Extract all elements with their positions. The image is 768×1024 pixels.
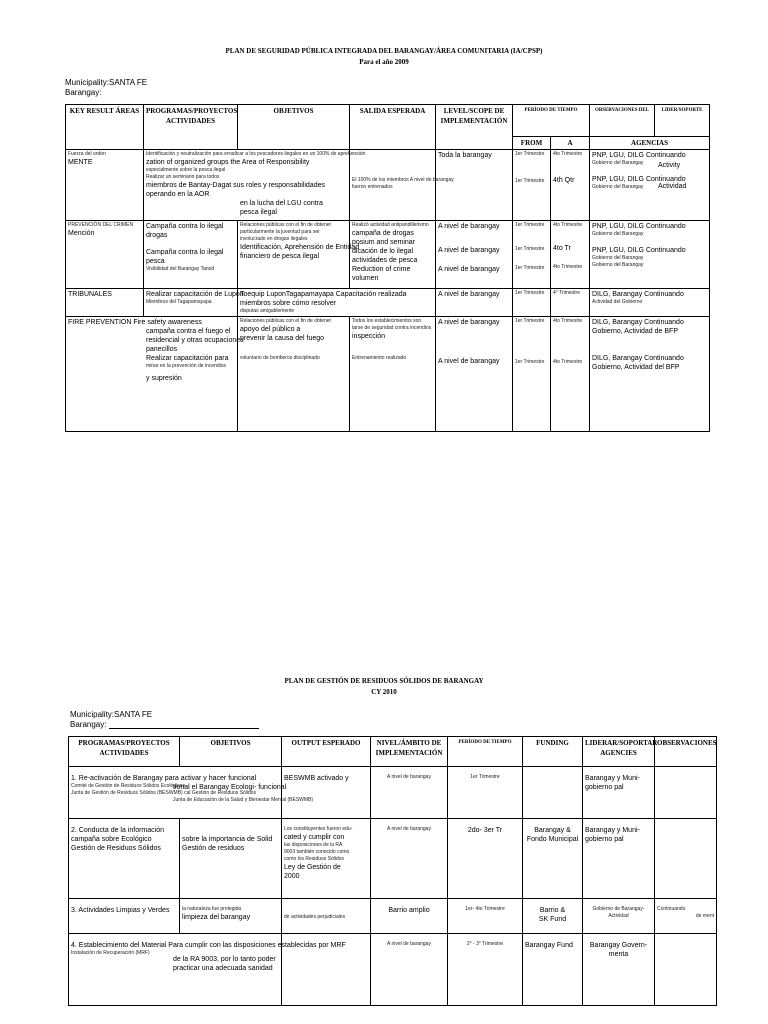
cell-text: BESWMB activado y: [284, 775, 349, 782]
cell-text: posium and seminar: [352, 239, 416, 246]
plan1-table: [65, 104, 710, 432]
cell-text: Gobierno de Barangay-: [592, 906, 645, 912]
cell-text: 2do- 3er Tr: [467, 827, 503, 834]
header-output: OUTPUT ESPERADO: [282, 737, 371, 767]
cell-text: 2° - 3° Trimestre: [466, 941, 504, 947]
cell-text: PREVENCIÓN DEL CRIMEN: [68, 222, 134, 228]
cell-text: involucrado en drogas ilegales: [240, 236, 308, 242]
cell-text: menta: [608, 951, 629, 958]
header-from: FROM: [513, 137, 551, 150]
table-row: [66, 150, 710, 221]
cell-text: Gobierno del Barangay: [592, 262, 644, 268]
cell-text: PNP, LGU, DILG Continuando: [592, 223, 686, 230]
cell-text: A nivel de barangay: [387, 774, 431, 780]
plan2-municipality: Municipality:SANTA FE: [70, 710, 153, 719]
cell-text: Los constituyentes fueron edu-: [284, 826, 353, 832]
header-funding: FUNDING: [523, 737, 583, 767]
plan1-title: PLAN DE SEGURIDAD PÚBLICA INTEGRADA DEL BARANGAY/ÁREA COMUNITARIA (IA/CPSP): [225, 47, 543, 55]
cell-text: Identificación, Aprehensión de Entidad: [240, 244, 360, 251]
cell-text: SK Fund: [538, 916, 567, 923]
cell-text: miembros de Bantay-Dagat sus roles y responsabilidades: [146, 182, 325, 189]
cell-text: particularmente la juventud para ser: [240, 229, 320, 235]
cell-text: Comité de Gestión de Residuos Sólidos Ecológicos: [71, 783, 185, 789]
cell-text: A nivel de barangay: [438, 319, 500, 326]
cell-text: DILG, Barangay Continuando: [592, 355, 684, 362]
cell-text: 4th Qtr: [553, 177, 575, 184]
table-row: [69, 819, 717, 899]
plan1-subtitle: Para el año 2009: [359, 58, 409, 66]
cell-text: campaña sobre Ecológico: [71, 836, 152, 843]
cell-text: Gestión de Residuos Sólidos: [71, 845, 161, 852]
cell-text: DILG, Barangay Continuando: [592, 319, 684, 326]
cell-text: Visibilidad del Barangay Tanod: [146, 266, 215, 272]
cell-text: Mención: [68, 230, 95, 237]
cell-text: operando en la AOR: [146, 191, 210, 198]
cell-text: zation of organized groups the Area of Responsibility: [146, 159, 310, 166]
cell-text: Junta de Educación de la Salud y Bienestar Mental (BESWMB): [173, 797, 314, 803]
cell-text: Realizar capacitación de Lupon: [146, 291, 244, 298]
cell-text: Actividad: [608, 913, 629, 919]
cell-text: A nivel de barangay: [438, 247, 500, 254]
cell-text: Gestión de residuos: [182, 845, 245, 852]
cell-text: de ment: [695, 913, 714, 919]
header-a: A: [551, 137, 590, 150]
cell-text: Realizó actividad antipandillerismo: [352, 222, 429, 228]
cell-text: PNP, LGU, DILG Continuando: [592, 247, 686, 254]
cell-text: limpieza del barangay: [182, 914, 251, 921]
cell-text: Barangay Fund: [525, 942, 573, 949]
cell-text: 1. Re-activación de Barangay para activar y hacer funcional: [71, 775, 257, 782]
cell-text: A nivel de barangay: [438, 358, 500, 365]
cell-text: Gobierno del Barangay: [592, 231, 644, 237]
cell-text: pesca ilegal: [240, 209, 277, 216]
cell-text: la naturaleza fue protegida: [182, 906, 242, 912]
plan1-barangay: Barangay:: [65, 88, 102, 97]
cell-text: 2000: [284, 873, 300, 880]
cell-text: Barangay y Muni-: [585, 827, 640, 834]
cell-text: Junta de Gestión de Residuos Sólidos (BESWMB) cal Gestión de Residuos Sólidos: [71, 790, 257, 796]
barangay-blank-line: [109, 720, 259, 729]
cell-text: inspección: [352, 333, 386, 340]
cell-text: Continuando: [657, 906, 686, 912]
cell-text: A nivel de barangay: [438, 223, 500, 230]
cell-text: 4to Trimestre: [553, 222, 583, 228]
cell-text: A nivel de barangay: [387, 826, 431, 832]
cell-text: 4. Establecimiento del Material Para cumplir con las disposiciones establecidas por MRF: [71, 942, 346, 949]
cell-text: TRIBUNALES: [68, 291, 112, 298]
table-row: [69, 899, 717, 934]
header-lider: LIDER/SOPORTE: [655, 105, 710, 137]
cell-text: dicación de lo ilegal: [352, 248, 414, 255]
cell-text: Gobierno, Actividad del BFP: [592, 364, 680, 371]
cell-text: Realizar un seminario para todos: [146, 174, 220, 180]
header-agencias: AGENCIAS: [590, 137, 710, 150]
table-row: [66, 221, 710, 289]
cell-text: PNP, LGU, DILG Continuando: [592, 152, 686, 159]
cell-text: 1er Trimestre: [515, 222, 545, 228]
cell-text: 4to Trimestre: [553, 264, 583, 270]
table-row: [69, 767, 717, 819]
cell-text: Actividad del Gobierno: [592, 299, 643, 305]
cell-text: 1er Trimestre: [515, 318, 545, 324]
table-row: [66, 317, 710, 432]
cell-text: de actividades perjudiciales: [284, 914, 346, 920]
cell-text: campaña contra el fuego el: [146, 328, 231, 335]
cell-text: A nivel de barangay: [387, 941, 431, 947]
cell-text: como los Residuos Sólidos: [284, 856, 345, 862]
cell-text: Campaña contra lo ilegal: [146, 223, 224, 230]
cell-text: disputas amigablemente: [240, 308, 295, 314]
cell-text: Realizar capacitación para: [146, 355, 229, 362]
header-lider: LIDERAR/SOPORTAR AGENCIES: [583, 737, 655, 767]
cell-text: Ley de Gestión de: [284, 864, 341, 871]
cell-text: Gobierno del Barangay: [592, 184, 644, 190]
plan2-table: [68, 736, 717, 1006]
cell-text: Gobierno del Barangay: [592, 160, 644, 166]
header-periodo: PERÍODO DE TIEMPO: [513, 105, 590, 137]
plan2-title: PLAN DE GESTIÓN DE RESIDUOS SÓLIDOS DE BARANGAY: [284, 677, 484, 685]
cell-text: 1er Trimestre: [515, 265, 545, 271]
cell-text: PNP, LGU, DILG Continuando: [592, 176, 686, 183]
cell-text: voluntario de bomberos disciplinado: [240, 355, 320, 361]
cell-text: Miembros del Tagapamayapa: [146, 299, 212, 305]
cell-text: 1er- 4to Trimestre: [465, 906, 505, 912]
cell-text: Barangay Govern-: [589, 942, 648, 949]
cell-text: 4to Trimestre: [553, 318, 583, 324]
cell-text: 1er Trimestre: [515, 290, 545, 296]
cell-text: A nivel de barangay: [438, 266, 500, 273]
plan2-barangay: Barangay:: [70, 720, 107, 729]
cell-text: Gobierno del Barangay: [592, 255, 644, 261]
table-row: [69, 934, 717, 1006]
cell-text: sobre la importancia de Solid: [182, 836, 273, 843]
cell-text: Barangay &: [534, 827, 571, 834]
cell-text: 1er Trimestre: [515, 151, 545, 157]
cell-text: en la lucha del LGU contra: [240, 200, 323, 207]
cell-text: FIRE PREVENTION Fire safety awareness: [68, 319, 202, 326]
cell-text: apoyo del público a: [240, 326, 301, 333]
cell-text: Barrio &: [539, 907, 566, 914]
header-observaciones: OBSERVACIONES DEL: [590, 105, 655, 137]
cell-text: Campaña contra lo ilegal: [146, 249, 224, 256]
header-level: LEVEL/SCOPE DE IMPLEMENTACIÓN: [436, 105, 513, 150]
cell-text: Fuerza del orden: [68, 151, 106, 157]
cell-text: Fondo Municipal: [526, 836, 579, 843]
table-row: [66, 289, 710, 317]
cell-text: El 100% de los miembros A nivel de barangay: [352, 177, 454, 183]
cell-text: 3. Actividades Limpias y Verdes: [71, 907, 170, 914]
cell-text: 4to Trimestre: [553, 359, 583, 365]
cell-text: Actividad: [658, 183, 687, 190]
cell-text: 4to Trimestre: [553, 151, 583, 157]
header-nivel: NIVEL/ÁMBITO DE IMPLEMENTACIÓN: [371, 737, 448, 767]
cell-text: 1er Trimestre: [470, 774, 500, 780]
cell-text: residencial y otras ocupaciones: [146, 337, 244, 344]
cell-text: Toequip LuponTagapamayapa Capacitación realizada: [240, 291, 407, 298]
cell-text: Instalación de Recuperación (MRF): [71, 950, 150, 956]
cell-text: DILG, Barangay Continuando: [592, 291, 684, 298]
cell-text: 1er Trimestre: [515, 178, 545, 184]
cell-text: 9003 también conocido como: [284, 849, 350, 855]
plan2-barangay-row: [70, 720, 259, 729]
cell-text: cated y cumplir con: [284, 834, 345, 841]
cell-text: fueron entrenados: [352, 184, 393, 190]
cell-text: financiero de pesca ilegal: [240, 253, 319, 260]
cell-text: miembros sobre cómo resolver: [240, 300, 337, 307]
cell-text: Barangay y Muni-: [585, 775, 640, 782]
cell-text: especialmente sobre la pesca ilegal: [146, 167, 226, 173]
cell-text: A nivel de barangay: [438, 291, 500, 298]
cell-text: tional el Barangay Ecologi- funcional: [173, 784, 287, 791]
header-objetivos: OBJETIVOS: [180, 737, 282, 767]
cell-text: practicar una adecuada sanidad: [173, 965, 273, 972]
cell-text: prevenir la causa del fuego: [240, 335, 325, 342]
cell-text: Entrenamiento realizado: [352, 355, 407, 361]
cell-text: tarse de seguridad contra incendios: [352, 325, 432, 331]
cell-text: Relaciones públicas con el fin de obtener: [240, 222, 332, 228]
header-programas: PROGRAMAS/PROYECTOS ACTIVIDADES: [69, 737, 180, 767]
cell-text: 4to Tr: [553, 245, 571, 252]
cell-text: 1er Trimestre: [515, 359, 545, 365]
cell-text: 1er Trimestre: [515, 246, 545, 252]
plan1-municipality: Municipality:SANTA FE: [65, 78, 148, 87]
cell-text: Identificación y neutralización para erradicar a los pescadores ilegales en un 100% de aprehensión: [146, 151, 366, 157]
header-key-result: KEY RESULT ÁREAS: [66, 105, 144, 150]
cell-text: drogas: [146, 232, 168, 239]
cell-text: Gobierno, Actividad de BFP: [592, 328, 678, 335]
cell-text: Relaciones públicas con el fin de obtener: [240, 318, 332, 324]
cell-text: 2. Conducta de la información: [71, 827, 164, 834]
cell-text: volumen: [352, 275, 379, 282]
header-observaciones: OBSERVACIONES: [655, 737, 717, 767]
cell-text: 4° Trimestre: [553, 290, 581, 296]
cell-text: gobierno pal: [585, 836, 624, 843]
cell-text: Toda la barangay: [438, 152, 492, 159]
cell-text: actividades de pesca: [352, 257, 418, 264]
plan2-subtitle: CY 2010: [371, 688, 397, 696]
cell-text: Activity: [658, 162, 681, 169]
cell-text: MENTE: [68, 159, 93, 166]
cell-text: gobierno pal: [585, 784, 624, 791]
cell-text: minar en la prevención de incendios: [146, 363, 227, 369]
cell-text: de la RA 9003, por lo tanto poder: [173, 956, 276, 963]
header-salida: SALIDA ESPERADA: [350, 105, 436, 150]
header-objetivos: OBJETIVOS: [238, 105, 350, 150]
cell-text: Barrio amplio: [388, 907, 430, 914]
cell-text: las disposiciones de la RA: [284, 842, 343, 848]
cell-text: pesca: [146, 258, 165, 265]
cell-text: Reduction of crime: [352, 266, 411, 273]
cell-text: y supresión: [146, 375, 182, 382]
cell-text: campaña de drogas: [352, 230, 414, 237]
header-programas: PROGRAMAS/PROYECTOS ACTIVIDADES: [144, 105, 238, 150]
cell-text: panecillos: [146, 346, 178, 353]
header-periodo: PERÍODO DE TIEMPO: [448, 737, 523, 767]
cell-text: Todos los establecimientos son: [352, 318, 422, 324]
